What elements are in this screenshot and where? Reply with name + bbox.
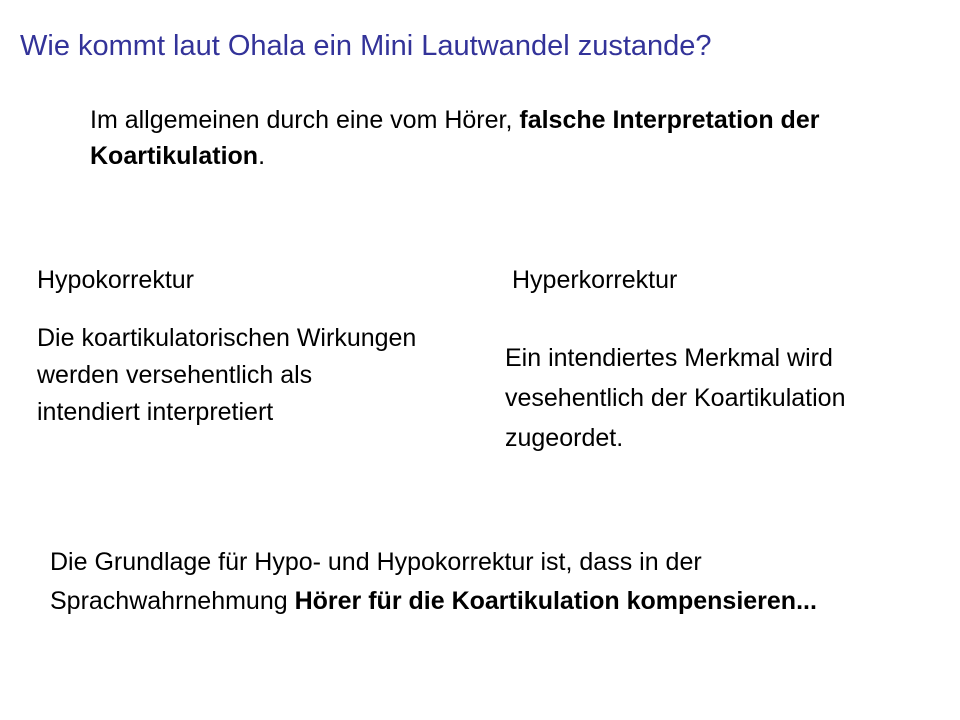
intro-emphasis: falsche Interpretation der Koartikulation [90,106,820,170]
intro-text: Im allgemeinen durch eine vom Hörer, [90,106,520,134]
hypokorrektur-heading: Hypokorrektur [37,266,194,294]
hypokorrektur-description: Die koartikulatorischen Wirkungen werden versehentlich als intendiert interpretiert [37,324,417,426]
slide-title: Wie kommt laut Ohala ein Mini Lautwandel zustande? [20,30,712,62]
hyperkorrektur-heading: Hyperkorrektur [512,266,678,294]
basis-text: Die Grundlage für Hypo- und Hypokorrektur ist, dass in der Sprachwahrnehmung [50,548,702,615]
intro-paragraph [90,102,850,174]
intro-period: . [258,142,266,170]
basis-emphasis: Hörer für die Koartikulation kompensieren... [294,587,817,615]
hyperkorrektur-description: Ein intendiertes Merkmal wird vesehentlich der Koartikulation zugeordet. [505,344,846,452]
basis-paragraph [50,543,910,621]
